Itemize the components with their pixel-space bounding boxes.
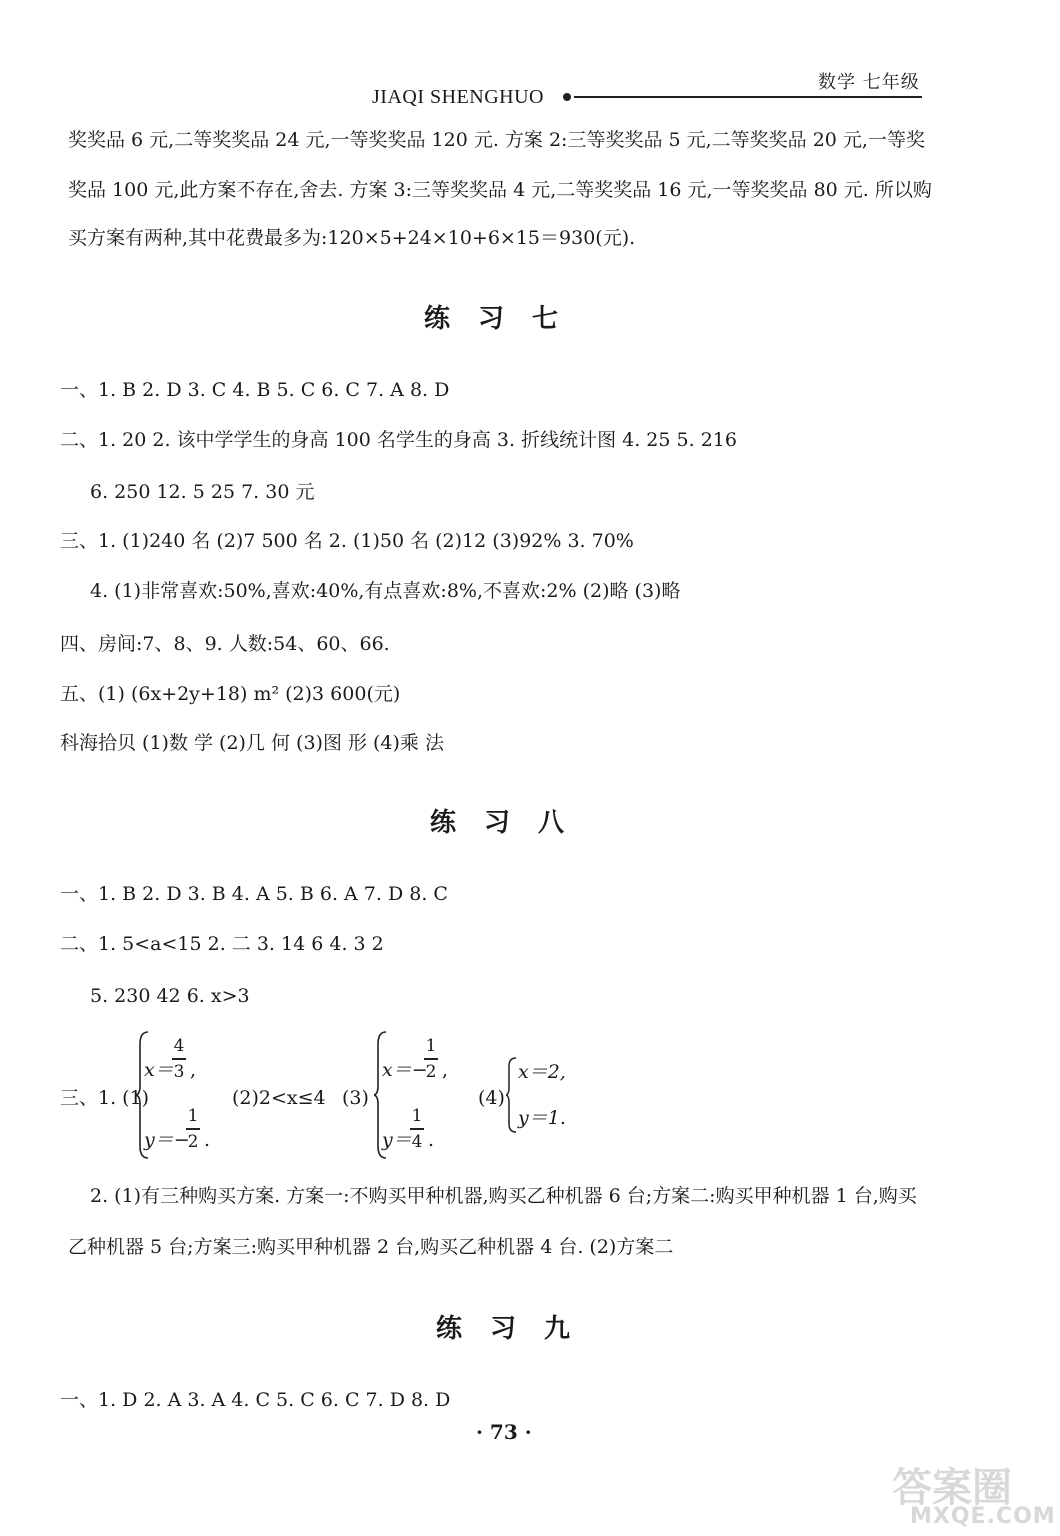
eq-punct: . <box>428 1129 435 1151</box>
eq-text: y＝ <box>382 1129 412 1151</box>
equation-system-4 <box>506 1056 586 1134</box>
header-brand: JIAQI SHENGHUO <box>372 86 544 108</box>
section-title-ex7: 练习七 <box>424 304 587 334</box>
answer-line: 四、房间:7、8、9. 人数:54、60、66. <box>60 633 390 655</box>
fraction <box>172 1036 186 1082</box>
fraction-denominator: 2 <box>187 1131 199 1152</box>
answer-line: 6. 250 12. 5 25 7. 30 元 <box>90 481 315 503</box>
fraction-numerator: 1 <box>187 1106 199 1126</box>
watermark-logo: 答案圈 <box>892 1465 1012 1511</box>
answer-line: 三、1. (1)240 名 (2)7 500 名 2. (1)50 名 (2)12 (3)92% 3. 70% <box>60 530 634 552</box>
fraction-bar <box>410 1128 424 1130</box>
page-number: · 73 · <box>476 1420 532 1444</box>
answer-line: 2. (1)有三种购买方案. 方案一:不购买甲种机器,购买乙种机器 6 台;方案二:购买甲种机器 1 台,购买 <box>90 1185 917 1207</box>
fraction-numerator: 1 <box>411 1106 423 1126</box>
answer-line: 科海拾贝 (1)数 学 (2)几 何 (3)图 形 (4)乘 法 <box>60 732 444 754</box>
eq-text: y＝1. <box>518 1107 566 1129</box>
fraction <box>186 1106 200 1152</box>
answer-line: 4. (1)非常喜欢:50%,喜欢:40%,有点喜欢:8%,不喜欢:2% (2)略 (3)略 <box>90 580 681 602</box>
intro-line: 奖品 100 元,此方案不存在,舍去. 方案 3:三等奖奖品 4 元,二等奖奖品 16 元,一等奖奖品 80 元. 所以购 <box>68 179 932 201</box>
left-brace <box>506 1056 518 1134</box>
eq-text: x＝ <box>144 1059 174 1081</box>
eq-punct: , <box>190 1059 197 1081</box>
eq-punct: . <box>204 1129 211 1151</box>
fraction-denominator: 2 <box>425 1061 437 1082</box>
answer-part-2: (2)2<x≤4 <box>232 1087 326 1109</box>
eq-text: y＝− <box>144 1129 190 1151</box>
eq-text: x＝2, <box>518 1061 566 1083</box>
equation-system-3 <box>374 1030 474 1160</box>
answer-line: 一、1. B 2. D 3. C 4. B 5. C 6. C 7. A 8. D <box>60 379 450 401</box>
answer-line: 五、(1) (6x+2y+18) m² (2)3 600(元) <box>60 683 401 705</box>
fraction-bar <box>172 1058 186 1060</box>
fraction-denominator: 4 <box>411 1131 423 1152</box>
header-bullet <box>563 93 571 101</box>
answer-line: 二、1. 5<a<15 2. 二 3. 14 6 4. 3 2 <box>60 933 384 955</box>
answer-line: 5. 230 42 6. x>3 <box>90 985 250 1007</box>
equation-system-1 <box>136 1030 236 1160</box>
section-title-ex8: 练习八 <box>430 808 593 838</box>
fraction-denominator: 3 <box>173 1061 185 1082</box>
fraction-numerator: 4 <box>173 1036 185 1056</box>
section-title-ex9: 练习九 <box>436 1314 599 1344</box>
fraction <box>410 1106 424 1152</box>
answer-part-4: (4) <box>478 1087 505 1109</box>
header-rule <box>574 96 922 98</box>
intro-line: 买方案有两种,其中花费最多为:120×5+24×10+6×15＝930(元). <box>68 227 636 249</box>
answer-part-3: (3) <box>342 1087 369 1109</box>
answer-line: 一、1. B 2. D 3. B 4. A 5. B 6. A 7. D 8. C <box>60 883 448 905</box>
intro-line: 奖奖品 6 元,二等奖奖品 24 元,一等奖奖品 120 元. 方案 2:三等奖奖品 5 元,二等奖奖品 20 元,一等奖 <box>68 129 925 151</box>
answer-line: 一、1. D 2. A 3. A 4. C 5. C 6. C 7. D 8. D <box>60 1389 451 1411</box>
answer-line: 二、1. 20 2. 该中学学生的身高 100 名学生的身高 3. 折线统计图 4. 25 5. 216 <box>60 429 737 451</box>
eq-punct: , <box>442 1059 449 1081</box>
eq-text: x＝− <box>382 1059 428 1081</box>
answer-line: 乙种机器 5 台;方案三:购买甲种机器 2 台,购买乙种机器 4 台. (2)方案二 <box>68 1236 674 1258</box>
watermark-url: MXQE.COM <box>910 1504 1056 1529</box>
header-subject: 数学 七年级 <box>818 72 920 93</box>
fraction-bar <box>186 1128 200 1130</box>
fraction-numerator: 1 <box>425 1036 437 1056</box>
fraction-bar <box>424 1058 438 1060</box>
answer-line-lead: 三、1. (1) <box>60 1087 150 1109</box>
fraction <box>424 1036 438 1082</box>
